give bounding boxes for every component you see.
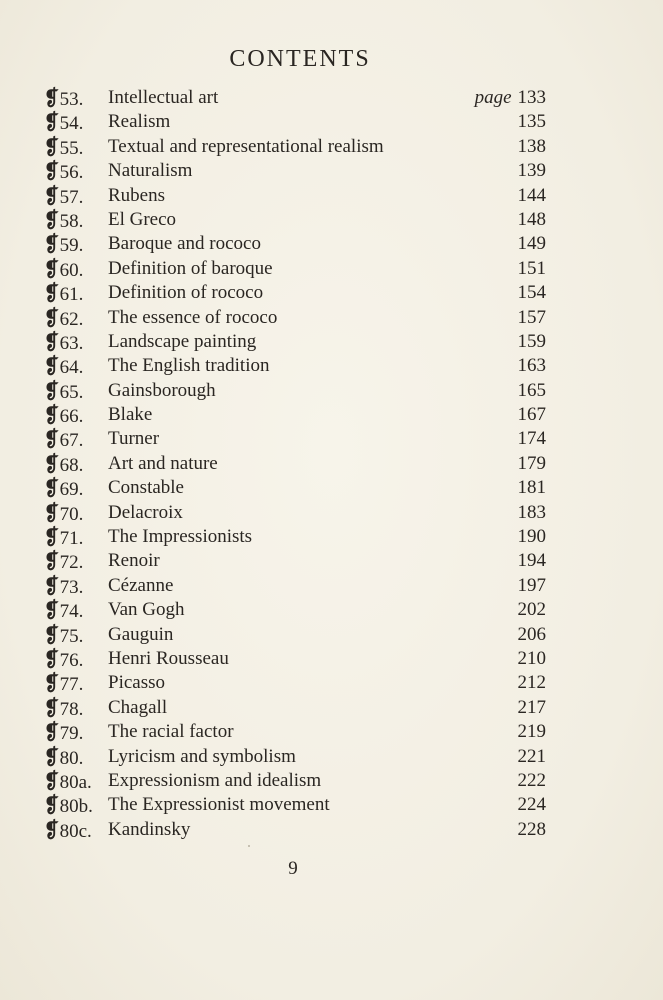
pilcrow-icon: ❡ [44, 817, 59, 842]
toc-entry [44, 354, 550, 378]
toc-entry [44, 232, 550, 256]
section-title: Naturalism [108, 160, 193, 182]
page-number: 151 [517, 257, 546, 279]
section-number: ❡77. [44, 671, 84, 696]
toc-entry [44, 501, 550, 525]
section-number: ❡53. [44, 86, 84, 110]
pilcrow-icon: ❡ [44, 720, 59, 745]
section-number: ❡62. [44, 305, 84, 330]
section-title: Delacroix [108, 501, 183, 523]
pilcrow-icon: ❡ [44, 305, 59, 330]
section-number: ❡63. [44, 329, 84, 354]
section-title: Van Gogh [108, 599, 185, 621]
page-number: 197 [517, 574, 546, 596]
toc-entry [44, 769, 550, 793]
toc-entry [44, 696, 550, 720]
toc-entry [44, 135, 550, 159]
page-number: 163 [517, 355, 546, 377]
section-number: ❡75. [44, 622, 84, 647]
pilcrow-icon: ❡ [44, 768, 59, 793]
pilcrow-icon: ❡ [44, 525, 59, 550]
section-number: ❡73. [44, 573, 84, 598]
toc-entry [44, 281, 550, 305]
section-number: ❡61. [44, 281, 84, 306]
section-number: ❡71. [44, 525, 84, 550]
page-number: 167 [517, 404, 546, 426]
section-title: Henri Rousseau [108, 647, 229, 669]
section-title: Textual and representational realism [108, 135, 384, 157]
pilcrow-icon: ❡ [44, 281, 59, 306]
section-title: Definition of baroque [108, 257, 273, 279]
pilcrow-icon: ❡ [44, 329, 59, 354]
toc-entry [44, 452, 550, 476]
pilcrow-icon: ❡ [44, 744, 59, 769]
section-number: ❡80c. [44, 817, 92, 842]
page-number: 212 [517, 672, 546, 694]
toc-entry [44, 745, 550, 769]
page-word: page [474, 87, 512, 108]
page-number: 219 [517, 721, 546, 743]
page-number: 135 [517, 111, 546, 133]
section-number: ❡68. [44, 451, 84, 476]
pilcrow-icon: ❡ [44, 354, 59, 379]
page-number: 157 [517, 306, 546, 328]
page-number: 165 [517, 379, 546, 401]
section-title: Landscape painting [108, 330, 257, 352]
section-title: Lyricism and symbolism [108, 745, 296, 767]
section-title: Chagall [108, 696, 168, 718]
section-title: Cézanne [108, 574, 174, 596]
section-title: Renoir [108, 550, 160, 572]
section-title: The Impressionists [108, 526, 253, 548]
folio-number: 9 [288, 858, 298, 879]
toc-entry [44, 86, 550, 110]
page-number: 183 [517, 501, 546, 523]
toc-entry [44, 110, 550, 134]
page-number: 148 [517, 208, 546, 230]
section-number: ❡76. [44, 646, 84, 671]
toc-entry [44, 720, 550, 744]
page-number: 181 [517, 477, 546, 499]
toc-entry [44, 330, 550, 354]
page-number: 222 [517, 769, 546, 791]
pilcrow-icon: ❡ [44, 549, 59, 574]
section-number: ❡79. [44, 720, 84, 745]
page-number: page 133 [474, 87, 546, 108]
page-title: CONTENTS [229, 46, 371, 72]
section-number: ❡80. [44, 744, 84, 769]
pilcrow-icon: ❡ [44, 427, 59, 452]
section-title: Intellectual art [108, 87, 219, 108]
section-title: The Expressionist movement [108, 794, 330, 816]
section-number: ❡58. [44, 207, 84, 232]
section-number: ❡60. [44, 256, 84, 281]
section-number: ❡72. [44, 549, 84, 574]
page-number: 144 [517, 184, 546, 206]
page-number: 194 [517, 550, 546, 572]
section-title: Constable [108, 477, 184, 499]
toc-entry [44, 793, 550, 817]
section-number: ❡80b. [44, 793, 93, 818]
section-number: ❡57. [44, 183, 84, 208]
toc-entry [44, 306, 550, 330]
pilcrow-icon: ❡ [44, 256, 59, 281]
section-title: Blake [108, 404, 153, 426]
toc-entry [44, 598, 550, 622]
section-title: Expressionism and idealism [108, 769, 322, 791]
pilcrow-icon: ❡ [44, 451, 59, 476]
page-number: 224 [517, 794, 546, 816]
section-number: ❡59. [44, 232, 84, 257]
pilcrow-icon: ❡ [44, 134, 59, 159]
section-title: Baroque and rococo [108, 233, 261, 255]
page-number: 221 [517, 745, 546, 767]
page-number: 210 [517, 647, 546, 669]
page-number: 159 [517, 330, 546, 352]
pilcrow-icon: ❡ [44, 573, 59, 598]
section-title: The racial factor [108, 721, 234, 743]
pilcrow-icon: ❡ [44, 646, 59, 671]
section-number: ❡56. [44, 159, 84, 184]
pilcrow-icon: ❡ [44, 183, 59, 208]
section-title: Definition of rococo [108, 282, 264, 304]
page-number: 174 [517, 428, 546, 450]
section-number: ❡65. [44, 378, 84, 403]
toc-entry [44, 549, 550, 573]
pilcrow-icon: ❡ [44, 86, 59, 110]
section-title: Kandinsky [108, 818, 191, 840]
page-number: 202 [517, 599, 546, 621]
toc-entry [44, 379, 550, 403]
section-number: ❡64. [44, 354, 84, 379]
toc-entry [44, 647, 550, 671]
pilcrow-icon: ❡ [44, 110, 59, 135]
page-number: 139 [517, 160, 546, 182]
pilcrow-icon: ❡ [44, 622, 59, 647]
page-number: 228 [517, 818, 546, 840]
pilcrow-icon: ❡ [44, 500, 59, 525]
section-title: Realism [108, 111, 171, 133]
paper-speck [248, 845, 250, 847]
section-number: ❡66. [44, 403, 84, 428]
toc-entry [44, 623, 550, 647]
section-title: The essence of rococo [108, 306, 278, 328]
page-number: 206 [517, 623, 546, 645]
toc-entry [44, 159, 550, 183]
page-number: 138 [517, 135, 546, 157]
pilcrow-icon: ❡ [44, 695, 59, 720]
pilcrow-icon: ❡ [44, 207, 59, 232]
toc-entry [44, 208, 550, 232]
page-number: 154 [517, 282, 546, 304]
section-title: Art and nature [108, 452, 218, 474]
pilcrow-icon: ❡ [44, 403, 59, 428]
section-title: The English tradition [108, 355, 270, 377]
section-number: ❡54. [44, 110, 84, 135]
section-title: Turner [108, 428, 160, 450]
toc-entry [44, 427, 550, 451]
section-title: Gainsborough [108, 379, 216, 401]
page-number: 179 [517, 452, 546, 474]
section-number: ❡67. [44, 427, 84, 452]
toc-entry [44, 818, 550, 842]
page-number: 190 [517, 526, 546, 548]
contents-list [44, 86, 550, 842]
pilcrow-icon: ❡ [44, 793, 59, 818]
section-number: ❡80a. [44, 768, 92, 793]
section-number: ❡74. [44, 598, 84, 623]
toc-entry [44, 403, 550, 427]
section-title: Rubens [108, 184, 165, 206]
toc-entry [44, 257, 550, 281]
toc-entry [44, 184, 550, 208]
pilcrow-icon: ❡ [44, 476, 59, 501]
pilcrow-icon: ❡ [44, 232, 59, 257]
pilcrow-icon: ❡ [44, 378, 59, 403]
section-number: ❡55. [44, 134, 84, 159]
toc-entry [44, 476, 550, 500]
toc-entry [44, 574, 550, 598]
page-number: 149 [517, 233, 546, 255]
pilcrow-icon: ❡ [44, 671, 59, 696]
section-title: El Greco [108, 208, 177, 230]
section-number: ❡69. [44, 476, 84, 501]
section-title: Picasso [108, 672, 165, 694]
section-number: ❡70. [44, 500, 84, 525]
page-number: 217 [517, 696, 546, 718]
toc-entry [44, 525, 550, 549]
section-title: Gauguin [108, 623, 174, 645]
pilcrow-icon: ❡ [44, 159, 59, 184]
pilcrow-icon: ❡ [44, 598, 59, 623]
toc-entry [44, 671, 550, 695]
section-number: ❡78. [44, 695, 84, 720]
